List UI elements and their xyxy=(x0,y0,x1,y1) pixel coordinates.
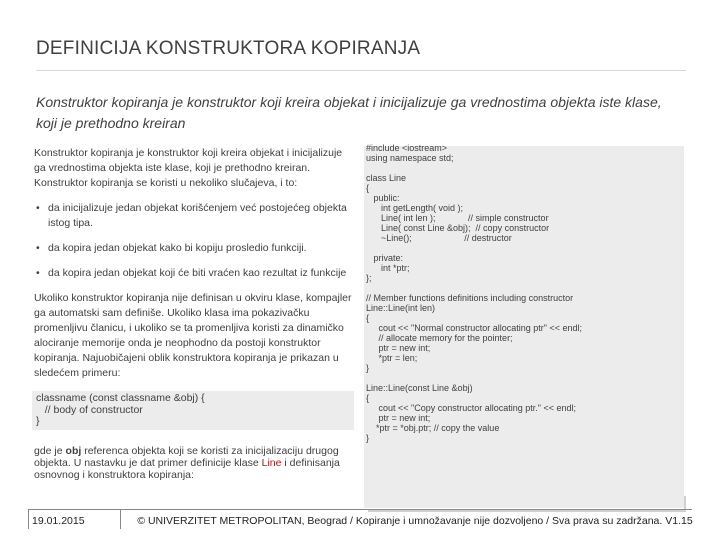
list-item: • da inicijalizuje jedan objekat korišćenjem već postojećeg objekta istog tipa. xyxy=(34,201,354,231)
slide-subtitle: Konstruktor kopiranja je konstruktor koji kreira objekat i inicijalizuje ga vrednostima objekta iste klase, koji je prethodno kreiran xyxy=(36,94,662,131)
obj-keyword: obj xyxy=(65,445,82,457)
footer-divider-mid xyxy=(120,509,121,529)
footer-divider xyxy=(28,509,692,510)
list-item: • da kopira jedan objekat koji će biti vraćen kao rezultat iz funkcije xyxy=(34,266,354,281)
reference-text-mid: referenca objekta koji se koristi za inicijalizaciju drugog objekta. U nastavku je dat primer definicije klase xyxy=(34,445,339,469)
reference-paragraph xyxy=(34,445,352,481)
reference-text-pre: gde je xyxy=(34,445,66,457)
left-column xyxy=(34,146,354,440)
copy-constructor-syntax-code: classname (const classname &obj) { // body of constructor } xyxy=(32,391,354,430)
footer-divider-left xyxy=(28,509,29,529)
title-divider xyxy=(36,70,686,71)
line-class-code: #include <iostream> using namespace std; class Line { public: int getLength( void ); Line( int len ); // simple constructor Line( const Line &obj); // copy constructor ~Line(); // destructor private: int *ptr; }; // Member functions definitions including constructor Line::Line(int len) { cout << "Normal constructor allocating ptr" << endl; // allocate memory for the pointer; ptr = new int; *ptr = len; } Line::Line(const Line &obj) { cout << "Copy constructor allocating ptr." << endl; ptr = new int; *ptr = *obj.ptr; // copy the value } xyxy=(366,143,582,443)
slide-title: DEFINICIJA KONSTRUKTORA KOPIRANJA xyxy=(36,38,421,59)
reference-text-post: i definisanja osnovnog i konstruktora kopiranja: xyxy=(34,457,340,481)
footer-copyright: © UNIVERZITET METROPOLITAN, Beograd / Kopiranje i umnožavanje nije dozvoljeno / Sva prava su zadržana. V1.15 xyxy=(137,515,693,527)
line-class-link[interactable]: Line xyxy=(261,457,282,469)
footer-date: 19.01.2015 xyxy=(32,515,85,527)
list-item: • da kopira jedan objekat kako bi kopiju prosledio funkciji. xyxy=(34,241,354,256)
usage-list xyxy=(34,201,354,281)
intro-paragraph: Konstruktor kopiranja je konstruktor koji kreira objekat i inicijalizuje ga vrednostima objekta iste klase, koji je prethodno kreiran. Konstruktor kopiranja se koristi u nekoliko slučajeva, i to: xyxy=(34,147,343,189)
explanation-paragraph: Ukoliko konstruktor kopiranja nije definisan u okviru klase, kompajler ga automatski sam definiše. Ukoliko klasa ima pokazivačku promenljivu članicu, i ukoliko se ta promenljiva koristi za dinamičko alociranje memorije onda je neophodno da postoji konstruktor kopiranja. Najuobičajeni oblik konstruktora kopiranja je prikazan u sledećem primeru: xyxy=(34,292,352,379)
